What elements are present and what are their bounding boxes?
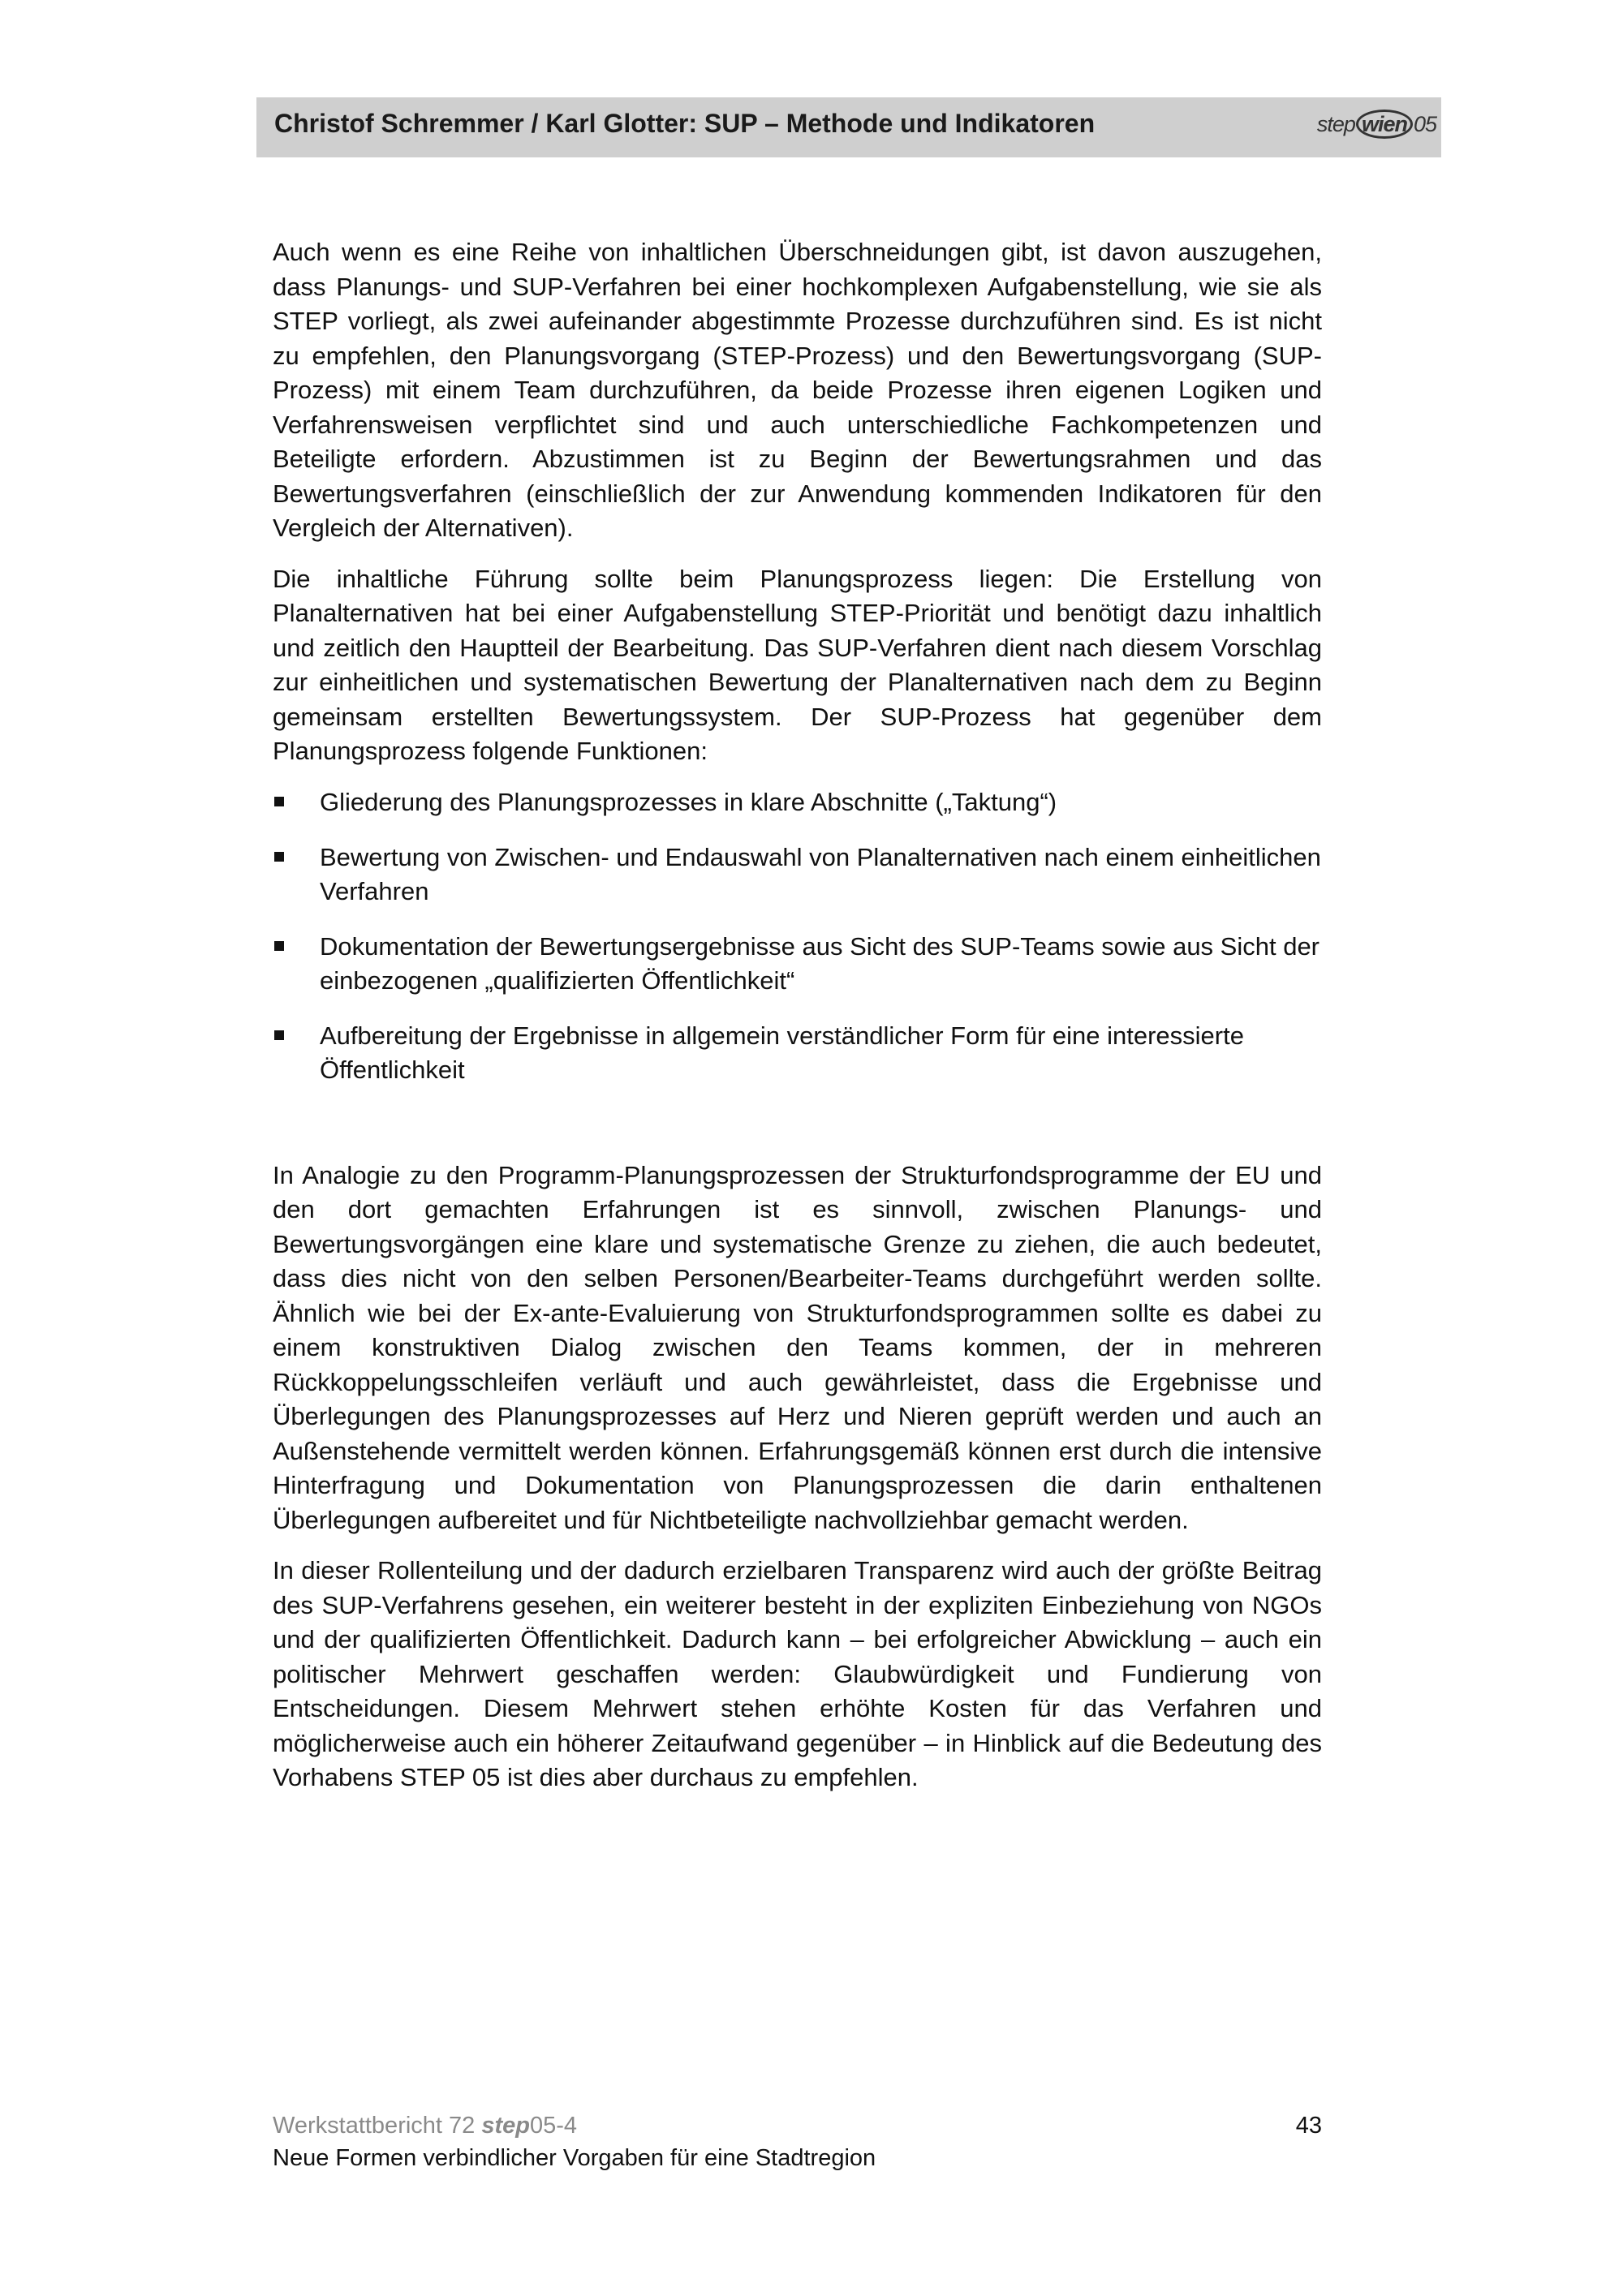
- logo-prefix: step: [1316, 112, 1355, 136]
- paragraph-4: In dieser Rollenteilung und der dadurch erzielbaren Transparenz wird auch der größte Beitrag des SUP-Verfahrens gesehen, ein weiterer besteht in der expliziten Einbeziehung von NGOs und der qualifizierten Öffentlichkeit. Dadurch kann – bei erfolgreicher Abwicklung – auch ein politischer Mehrwert geschaffen werden: Glaubwürdigkeit und Fundierung von Entscheidungen. Diesem Mehrwert stehen erhöhte Kosten für das Verfahren und möglicherweise auch ein höherer Zeitaufwand gegenüber – in Hinblick auf die Bedeutung des Vorhabens STEP 05 ist dies aber durchaus zu empfehlen.: [273, 1556, 1322, 1791]
- main-content: [273, 235, 1322, 1812]
- list-item: Dokumentation der Bewertungsergebnisse aus Sicht des SUP-Teams sowie aus Sicht der einbezogenen „qualifizierten Öffentlichkeit“: [273, 930, 1322, 998]
- paragraph-1: Auch wenn es eine Reihe von inhaltlichen Überschneidungen gibt, ist davon auszugehen, dass Planungs- und SUP-Verfahren bei einer hochkomplexen Aufgabenstellung, wie sie als STEP vorliegt, als zwei aufeinander abgestimmte Prozesse durchzuführen sind. Es ist nicht zu empfehlen, den Planungsvorgang (STEP-Prozess) und den Bewertungsvorgang (SUP-Prozess) mit einem Team durchzuführen, da beide Prozesse ihren eigenen Logiken und Verfahrensweisen verpflichtet sind und auch unterschiedliche Fachkompetenzen und Beteiligte erfordern. Abzustimmen ist zu Beginn der Bewertungsrahmen und das Bewertungsverfahren (einschließlich der zur Anwendung kommenden Indikatoren für den Vergleich der Alternativen).: [273, 238, 1322, 542]
- function-list: [273, 785, 1322, 1087]
- list-item: Gliederung des Planungsprozesses in klare Abschnitte („Taktung“): [273, 785, 1322, 819]
- paragraph-2: Die inhaltliche Führung sollte beim Planungsprozess liegen: Die Erstellung von Planalternativen hat bei einer Aufgabenstellung STEP-Priorität und benötigt dazu inhaltlich und zeitlich den Hauptteil der Bearbeitung. Das SUP-Verfahren dient nach diesem Vorschlag zur einheitlichen und systematischen Bewertung der Planalternativen nach dem zu Beginn gemeinsam erstellten Bewertungssystem. Der SUP-Prozess hat gegenüber dem Planungsprozess folgende Funktionen:: [273, 564, 1322, 765]
- logo-brand: wien: [1356, 110, 1413, 139]
- header-title: Christof Schremmer / Karl Glotter: SUP – Methode und Indikatoren: [274, 109, 1096, 138]
- list-item: Bewertung von Zwischen- und Endauswahl von Planalternativen nach einem einheitlichen Verfahren: [273, 841, 1322, 909]
- page-header: [256, 97, 1441, 157]
- page-footer: [273, 2109, 1322, 2174]
- footer-report-line: [273, 2109, 1322, 2142]
- paragraph-3: In Analogie zu den Programm-Planungsprozessen der Strukturfondsprogramme der EU und den dort gemachten Erfahrungen ist es sinnvoll, zwischen Planungs- und Bewertungsvorgängen eine klare und systematische Grenze zu ziehen, die auch bedeutet, dass dies nicht von den selben Personen/Bearbeiter-Teams durchgeführt werden sollte. Ähnlich wie bei der Ex-ante-Evaluierung von Strukturfondsprogrammen sollte es dabei zu einem konstruktiven Dialog zwischen den Teams kommen, der in mehreren Rückkoppelungsschleifen verläuft und auch gewährleistet, dass die Ergebnisse und Überlegungen des Planungsprozesses auf Herz und Nieren geprüft werden und auch an Außenstehende vermittelt werden können. Erfahrungsgemäß können erst durch die intensive Hinterfragung und Dokumentation von Planungsprozessen die darin enthaltenen Überlegungen aufbereitet und für Nichtbeteiligte nachvollziehbar gemacht werden.: [273, 1160, 1322, 1534]
- footer-step: step: [481, 2113, 530, 2139]
- page-number: 43: [1295, 2113, 1322, 2139]
- footer-subtitle: Neue Formen verbindlicher Vorgaben für eine Stadtregion: [273, 2145, 876, 2171]
- footer-report: Werkstattbericht 72: [273, 2113, 482, 2139]
- step-wien-logo: [1317, 112, 1436, 137]
- logo-suffix: 05: [1413, 112, 1436, 136]
- list-item: Aufbereitung der Ergebnisse in allgemein verständlicher Form für eine interessierte Öffentlichkeit: [273, 1019, 1322, 1087]
- footer-step-suffix: 05-4: [530, 2113, 578, 2139]
